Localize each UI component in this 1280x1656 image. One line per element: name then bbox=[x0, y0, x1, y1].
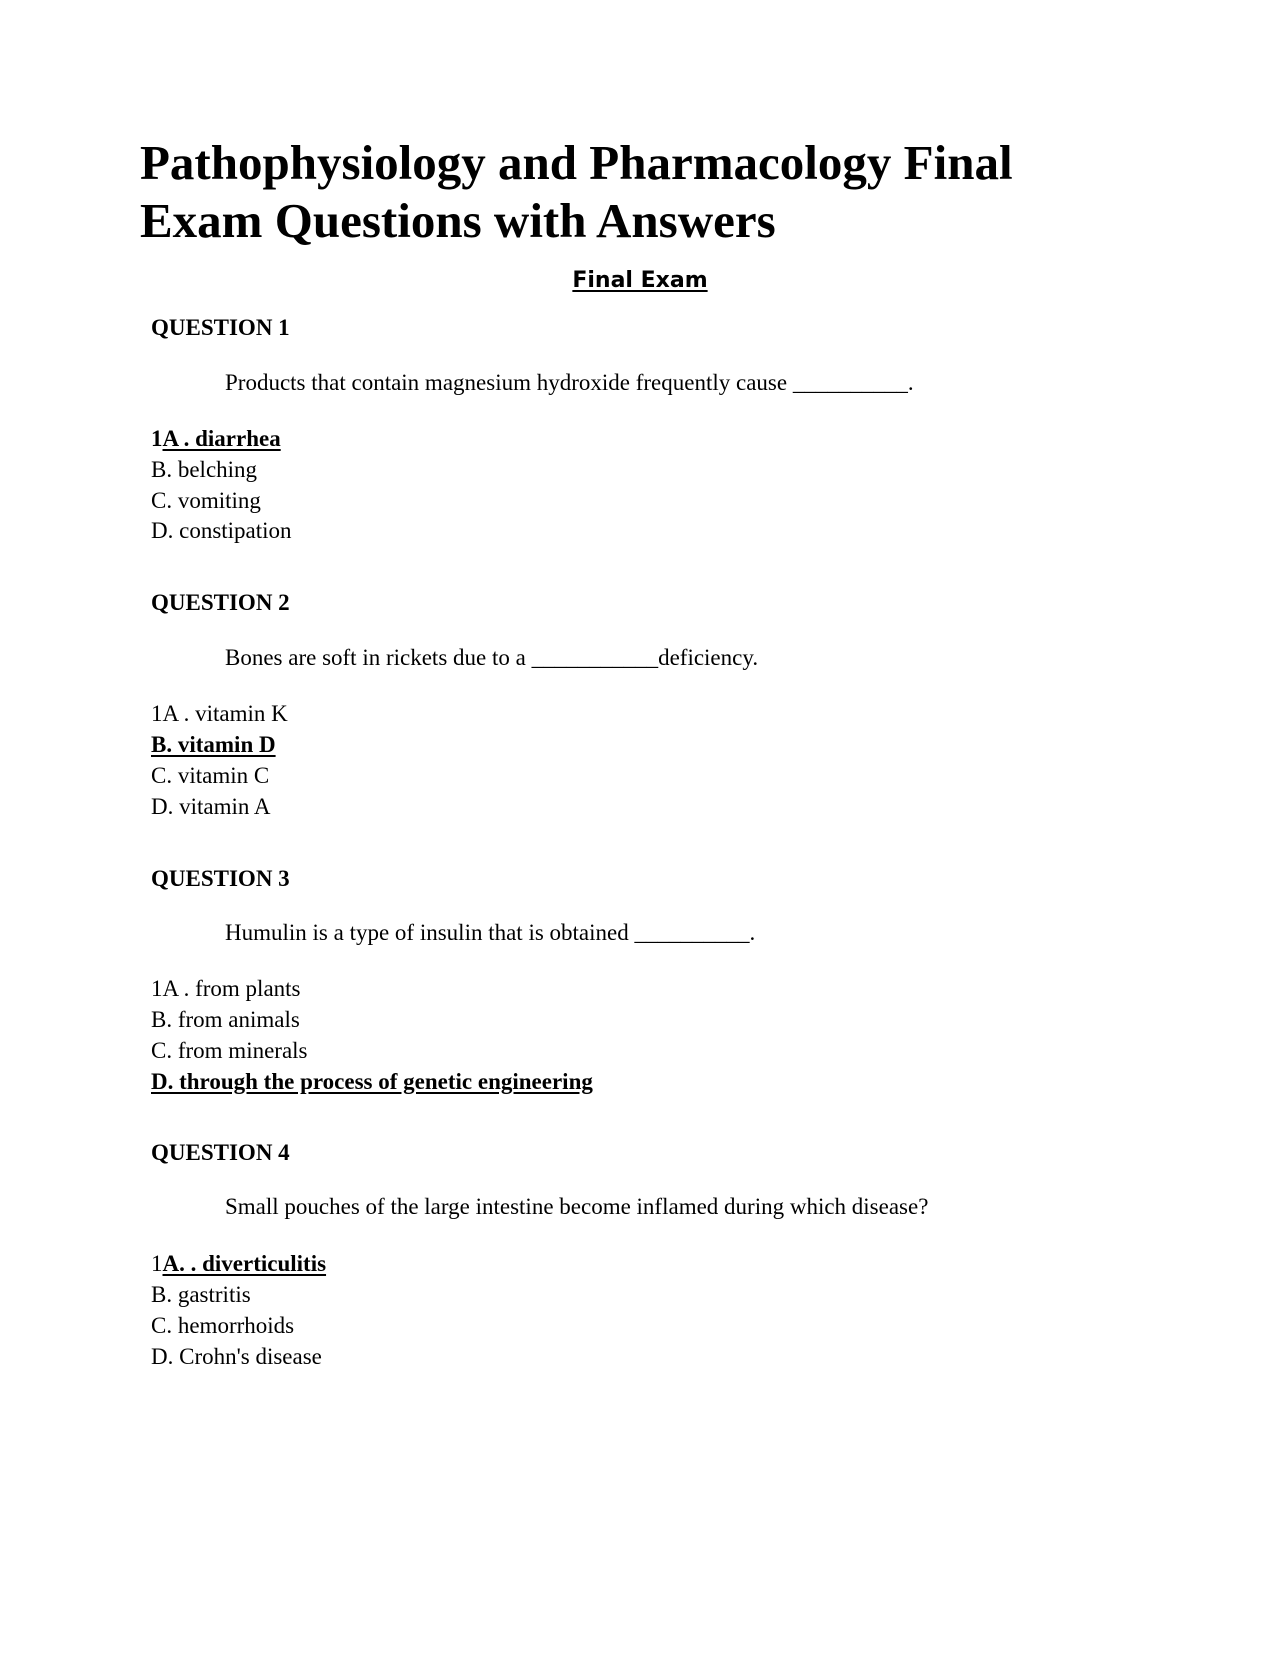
option-label: A . diarrhea bbox=[162, 426, 281, 451]
question-2-option-b: B. vitamin D bbox=[151, 732, 276, 757]
question-4-option-d: D. Crohn's disease bbox=[151, 1344, 322, 1369]
question-1-heading: QUESTION 1 bbox=[151, 315, 290, 340]
question-4-option-b: B. gastritis bbox=[151, 1282, 251, 1307]
option-prefix: 1 bbox=[151, 1251, 163, 1276]
question-1-option-b: B. belching bbox=[151, 457, 258, 482]
option-prefix: 1 bbox=[151, 426, 163, 451]
question-2-option-c: C. vitamin C bbox=[151, 763, 270, 788]
question-3-option-a: 1A . from plants bbox=[151, 976, 301, 1001]
question-2-text: Bones are soft in rickets due to a ___________deficiency. bbox=[225, 645, 759, 670]
page-title: Pathophysiology and Pharmacology Final Exam Questions with Answers bbox=[140, 135, 1013, 248]
question-2-option-a: 1A . vitamin K bbox=[151, 701, 288, 726]
question-4-option-a bbox=[151, 1250, 326, 1278]
question-2-heading: QUESTION 2 bbox=[151, 590, 290, 615]
question-1-option-d: D. constipation bbox=[151, 518, 292, 543]
question-4-text: Small pouches of the large intestine become inflamed during which disease? bbox=[225, 1194, 929, 1219]
question-4-option-c: C. hemorrhoids bbox=[151, 1313, 295, 1338]
option-label: A. . diverticulitis bbox=[162, 1251, 327, 1276]
question-3-heading: QUESTION 3 bbox=[151, 866, 290, 891]
question-1-option-c: C. vomiting bbox=[151, 488, 261, 513]
question-1-text: Products that contain magnesium hydroxide frequently cause __________. bbox=[225, 370, 914, 395]
question-3-option-d: D. through the process of genetic engineering bbox=[151, 1069, 593, 1094]
question-1-option-a bbox=[151, 425, 281, 453]
page-subtitle: Final Exam bbox=[572, 268, 708, 293]
question-3-option-c: C. from minerals bbox=[151, 1038, 308, 1063]
question-3-text: Humulin is a type of insulin that is obtained __________. bbox=[225, 920, 756, 945]
question-4-heading: QUESTION 4 bbox=[151, 1140, 290, 1165]
question-2-option-d: D. vitamin A bbox=[151, 794, 271, 819]
question-3-option-b: B. from animals bbox=[151, 1007, 300, 1032]
